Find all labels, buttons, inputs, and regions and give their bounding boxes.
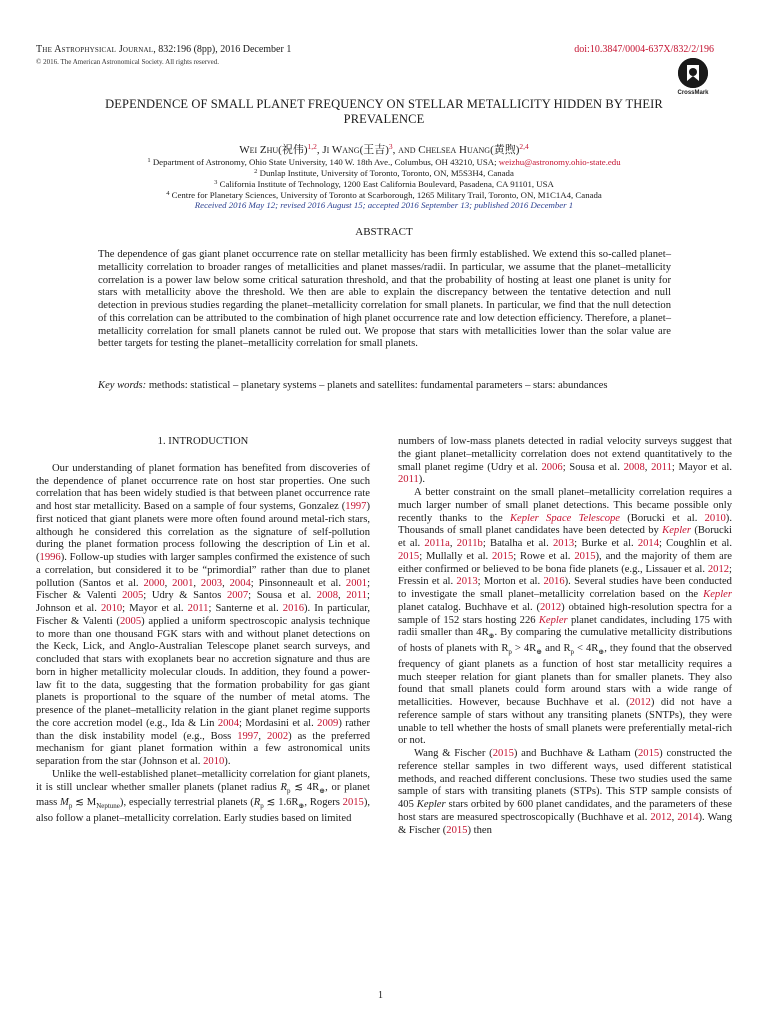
email-link[interactable]: weizhu@astronomy.ohio-state.edu xyxy=(498,157,621,167)
page-number: 1 xyxy=(378,990,383,1001)
mission-link[interactable]: Kepler xyxy=(538,614,568,626)
citation-link[interactable]: 2011 xyxy=(398,474,419,486)
keywords xyxy=(98,380,671,393)
citation-link[interactable]: 2011b xyxy=(456,538,483,549)
abstract-text: The dependence of gas giant planet occurrence rate on stellar metallicity has been firmly established. We extend this so-called planet–metallicity correlation to broader ranges of metallicities and planet masses/radii. In particular, we assume that the planet–metallicity correlation is a power law below some critical saturation threshold, and that the probability of hosting at least one planet is unity for stars with metallicity above the threshold. We then are able to explain the discrepancy between the tentative detection and null detection in previous studies regarding the planet–metallicity correlation for small planets. In particular, we find that the null detection of this correlation can be attributed to the combination of high planet occurrence rate and low detection efficiency. Therefore, a planet–metallicity correlation for small planets cannot be ruled out. We propose that stars with metallicities lower than the solar value are better targets for testing the planet–metallicity correlation for small planets. xyxy=(98,249,671,350)
citation-link[interactable]: 2015 xyxy=(574,550,596,562)
citation-link[interactable]: 2015 xyxy=(398,550,420,562)
citation-link[interactable]: 2010 xyxy=(203,756,225,767)
citation-link[interactable]: 2001 xyxy=(172,577,194,589)
citation-link[interactable]: 2013 xyxy=(552,538,575,549)
paragraph: Our understanding of planet formation has benefited from discoveries of the dependence of planet occurrence rate on host star properties. One such correlation that has been widely studied is that between planet occurrence rate and host star metallicity. Based on a sample of four systems, Gonzalez (1997) first noticed that giant planets were more often found around metal-rich stars, although he considered this correlation as the signature of self-pollution during the planet formation process following the description of Lin et al. (1996). Follow-up studies with larger samples confirmed the existence of such a correlation, but considered it to be “primordial” rather than due to planet pollution (Santos et al. 2000, 2001, 2003, 2004; Pinsonneault et al. 2001; Fischer & Valenti 2005; Udry & Santos 2007; Sousa et al. 2008, 2011; Johnson et al. 2010; Mayor et al. 2011; Santerne et al. 2016). In particular, Fischer & Valenti (2005) applied a uniform spectroscopic analysis technique to more than one thousand FGK stars with and without planet detections on the Keck, Lick, and Anglo-Australian Telescope planet search surveys, and concluded that stars with exoplanets bear no accretion signature and thus are born in higher metallicity molecular clouds. In addition, they found a power-law fit to the data, suggesting that the formation probability for gas giant planets is proportional to the square of the number of metal atoms. The presence of the planet–metallicity relation in the giant planet regime supports the core accretion model (e.g., Ida & Lin 2004; Mordasini et al. 2009) rather than the disk instability model (e.g., Boss 1997, 2002) as the preferred mechanism for giant planet formation within a few astronomical units separation from the star (Johnson et al. 2010). xyxy=(36,462,371,767)
affiliation-number: 3 xyxy=(214,179,218,186)
author-name: Chelsea Huang xyxy=(418,144,491,156)
mission-name: Kepler xyxy=(416,799,446,811)
citation-link[interactable]: 2003 xyxy=(200,577,223,589)
citation-link[interactable]: 2009 xyxy=(317,717,339,729)
citation-link[interactable]: 2012 xyxy=(650,811,672,823)
citation-link[interactable]: 2011 xyxy=(187,603,209,614)
citation-link[interactable]: 2010 xyxy=(704,512,726,524)
crossmark-icon xyxy=(678,58,708,88)
author-name: Wei Zhu xyxy=(239,144,279,156)
author-native-name: (祝伟) xyxy=(278,144,308,156)
crossmark-label: CrossMark xyxy=(677,90,709,96)
affiliation-number: 4 xyxy=(166,190,170,197)
citation-link[interactable]: 1997 xyxy=(237,730,259,742)
author-native-name: (王吉) xyxy=(359,144,389,156)
citation-link[interactable]: 2007 xyxy=(226,590,249,602)
author-name: Ji Wang xyxy=(322,144,360,156)
affiliation-number: 2 xyxy=(254,168,258,175)
mission-link[interactable]: Kepler xyxy=(703,589,732,600)
keywords-list: methods: statistical – planetary systems – planets and satellites: fundamental parameters – stars: abundances xyxy=(146,380,608,391)
author-separator: , and xyxy=(392,144,419,156)
citation-link[interactable]: 2004 xyxy=(229,577,251,589)
mission-link[interactable]: Kepler Space Telescope xyxy=(509,512,620,524)
journal-details: , 832:196 (8pp), 2016 December 1 xyxy=(153,44,292,55)
abstract-heading: ABSTRACT xyxy=(355,226,413,238)
citation-link[interactable]: 1996 xyxy=(39,552,61,563)
author-native-name: (黄煦) xyxy=(490,144,520,156)
citation-link[interactable]: 2006 xyxy=(541,461,563,473)
citation-link[interactable]: 2011a xyxy=(424,538,450,549)
section-heading: 1. INTRODUCTION xyxy=(157,436,249,447)
affiliation-text: Department of Astronomy, Ohio State University, 140 W. 18th Ave., Columbus, OH 43210, USA; xyxy=(152,157,499,167)
journal-header xyxy=(36,44,291,55)
keywords-label: Key words: xyxy=(98,380,147,391)
paragraph: A better constraint on the small planet–metallicity correlation requires a much larger number of small planet detections. This became possible only recently thanks to the Kepler Space Telescope (Borucki et al. 2010). Thousands of small planet candidates have been detected by Kepler (Borucki et al. 2011a, 2011b; Batalha et al. 2013; Burke et al. 2014; Coughlin et al. 2015; Mullally et al. 2015; Rowe et al. 2015), and the majority of them are either confirmed or believed to be bona fide planets (e.g., Lissauer et al. 2012; Fressin et al. 2013; Morton et al. 2016). Several studies have been conducted to investigate the small planet–metallicity correlation based on the Kepler planet catalog. Buchhave et al. (2012) obtained high-resolution spectra for a sample of 152 stars hosting 226 Kepler planet candidates, including 175 with radii smaller than $4R_\oplus$. By comparing the cumulative metallicity distributions of hosts of planets with $R_p > 4R_\oplus$ and $R_p < 4R_\oplus$, they found that the observed frequency of giant planets as a function of host star metallicity requires a much steeper relation for giant planets than for smaller planets. They also found that small planets could form around stars with a wide range of metallicities. However, because Buchhave et al. (2012) did not have a reference sample of stars without any transiting planets (SNTPs), they were unable to tell whether the hosts of small planets were preferentially metal-rich or not. xyxy=(398,487,732,747)
citation-link[interactable]: 2013 xyxy=(456,576,478,588)
paragraph: Wang & Fischer (2015) and Buchhave & Latham (2015) constructed the reference stellar samples in two different ways, used different statistical methods, and reached different conclusions. These two studies used the same sample of stars with transiting planets (STPs). This STP sample consists of 405 Kepler stars orbited by 600 planet candidates, and the parameters of these host stars are measured spectroscopically (Buchhave et al. 2012, 2014). Wang & Fischer (2015) then xyxy=(398,748,733,836)
citation-link[interactable]: 2015 xyxy=(446,824,468,836)
citation-link[interactable]: 2002 xyxy=(266,730,289,742)
citation-link[interactable]: 2001 xyxy=(345,577,368,589)
copyright-line: © 2016. The American Astronomical Society. All rights reserved. xyxy=(36,58,220,66)
citation-link[interactable]: 2010 xyxy=(100,603,123,614)
journal-name: The Astrophysical Journal xyxy=(36,44,154,55)
mission-link[interactable]: Kepler xyxy=(662,525,691,537)
citation-link[interactable]: 2008 xyxy=(623,461,645,473)
citation-link[interactable]: 2012 xyxy=(707,563,730,575)
paragraph: numbers of low-mass planets detected in radial velocity surveys suggest that the giant planet–metallicity correlation does not extend quantitatively to the small planet regime (Udry et al. 2006; Sousa et al. 2008, 2011; Mayor et al. 2011). xyxy=(398,436,733,486)
citation-link[interactable]: 2005 xyxy=(122,590,144,602)
affiliation-number: 1 xyxy=(147,157,151,164)
citation-link[interactable]: 2011 xyxy=(346,590,368,602)
left-column xyxy=(36,436,370,826)
paper-title: DEPENDENCE OF SMALL PLANET FREQUENCY ON STELLAR METALLICITY HIDDEN BY THEIR PREVALENCE xyxy=(105,97,663,126)
author-affil-sup[interactable]: 1,2 xyxy=(307,142,317,151)
citation-link[interactable]: 2014 xyxy=(677,811,699,823)
citation-link[interactable]: 2016 xyxy=(543,576,565,588)
citation-link[interactable]: 2015 xyxy=(342,797,364,809)
citation-link[interactable]: 2011 xyxy=(651,461,672,473)
citation-link[interactable]: 2016 xyxy=(282,603,304,614)
citation-link[interactable]: 2012 xyxy=(539,601,562,613)
affiliation-text: Centre for Planetary Sciences, University of Toronto at Scarborough, 1265 Military Trail, Toronto, ON, M1C1A4, Canada xyxy=(171,190,602,200)
citation-link[interactable]: 2012 xyxy=(629,697,651,709)
citation-link[interactable]: 2014 xyxy=(637,538,660,549)
author-affil-sup[interactable]: 2,4 xyxy=(519,142,529,151)
citation-link[interactable]: 2008 xyxy=(316,590,338,602)
doi-link[interactable]: doi:10.3847/0004-637X/832/2/196 xyxy=(574,44,714,55)
right-column xyxy=(398,436,732,837)
author-separator: , xyxy=(316,144,323,156)
author-affil-sup[interactable]: 3 xyxy=(388,142,393,151)
citation-link[interactable]: 2015 xyxy=(637,748,660,760)
citation-link[interactable]: 2005 xyxy=(119,615,142,627)
affiliation-text: California Institute of Technology, 1200 East California Boulevard, Pasadena, CA 91101, USA xyxy=(219,179,554,189)
citation-link[interactable]: 1997 xyxy=(345,501,367,512)
paragraph: Unlike the well-established planet–metallicity correlation for giant planets, it is still unclear whether smaller planets (planet radius $R_p$ ≲ $4R_\oplus$, or planet mass $M_p$ ≲ $M_{Neptune}$), especially terrestrial planets ($R_p$ ≲ $1.6R_\oplus$, Rogers 2015), also follow a planet–metallicity correlation. Early studies based on limited xyxy=(36,768,371,825)
citation-link[interactable]: 2015 xyxy=(492,748,514,760)
citation-link[interactable]: 2004 xyxy=(217,717,240,729)
citation-link[interactable]: 2000 xyxy=(143,577,165,589)
citation-link[interactable]: 2015 xyxy=(492,550,514,562)
received-dates: Received 2016 May 12; revised 2016 August 15; accepted 2016 September 13; published 2016 December 1 xyxy=(194,200,574,210)
affiliation-text: Dunlap Institute, University of Toronto, Toronto, ON, M5S3H4, Canada xyxy=(259,168,514,178)
crossmark-badge[interactable] xyxy=(676,58,710,100)
